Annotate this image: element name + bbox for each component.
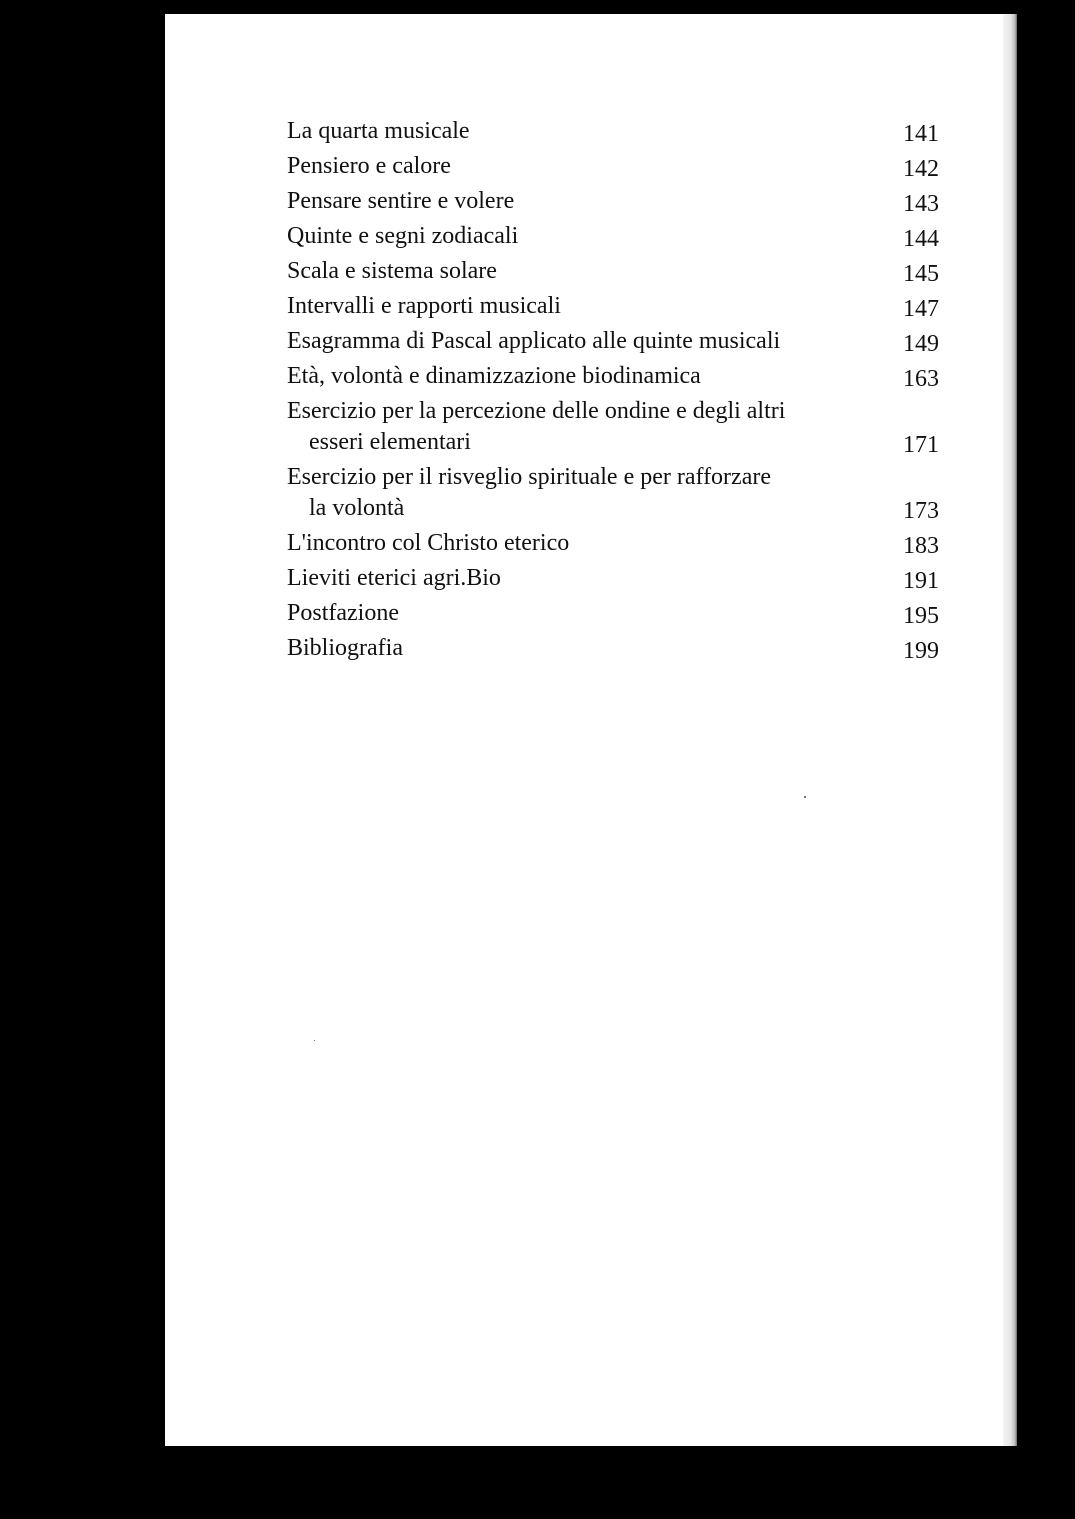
toc-entry	[287, 326, 939, 357]
toc-entry-page-number: 145	[903, 261, 939, 287]
toc-entry	[287, 186, 939, 217]
toc-entry-title	[287, 116, 887, 147]
toc-entry-page-number: 144	[903, 226, 939, 252]
toc-entry-page-number: 171	[903, 432, 939, 458]
toc-entry-title-text: Età, volontà e dinamizzazione biodinamica	[287, 363, 701, 389]
toc-entry-title	[287, 361, 887, 392]
toc-entry-title-text: Quinte e segni zodiacali	[287, 223, 519, 249]
toc-entry-title	[287, 221, 887, 252]
toc-entry-page-number: 191	[903, 568, 939, 594]
toc-entry-title	[287, 151, 887, 182]
toc-entry-title-text: Intervalli e rapporti musicali	[287, 293, 561, 319]
toc-entry-page-number: 199	[903, 638, 939, 664]
toc-entry	[287, 563, 939, 594]
toc-entry-title	[287, 528, 887, 559]
toc-entry	[287, 116, 939, 147]
toc-entry-title	[287, 256, 887, 287]
toc-entry-page-number: 147	[903, 296, 939, 322]
toc-entry-title	[287, 396, 887, 458]
toc-entry	[287, 633, 939, 664]
toc-entry-page-number: 143	[903, 191, 939, 217]
toc-entry-title-continuation: esseri elementari	[309, 429, 471, 455]
toc-entry-page-number: 142	[903, 156, 939, 182]
toc-entry-title	[287, 326, 887, 357]
toc-entry-title-text: Pensiero e calore	[287, 153, 451, 179]
toc-entry-title	[287, 291, 887, 322]
toc-entry-page-number: 149	[903, 331, 939, 357]
toc-entry	[287, 151, 939, 182]
toc-entry	[287, 221, 939, 252]
toc-entry	[287, 528, 939, 559]
toc-entry-title-text: L'incontro col Christo eterico	[287, 530, 570, 556]
table-of-contents	[287, 116, 939, 668]
toc-entry	[287, 598, 939, 629]
toc-entry-title-text: Lieviti eterici agri.Bio	[287, 565, 501, 591]
toc-entry-title	[287, 563, 887, 594]
toc-entry-page-number: 163	[903, 366, 939, 392]
toc-entry-title	[287, 462, 887, 524]
toc-entry-title	[287, 598, 887, 629]
toc-entry-title-text: Postfazione	[287, 600, 399, 626]
toc-entry	[287, 256, 939, 287]
toc-entry	[287, 361, 939, 392]
toc-entry-title-text: Scala e sistema solare	[287, 258, 497, 284]
toc-entry-title	[287, 186, 887, 217]
toc-entry-title-continuation: la volontà	[309, 495, 405, 521]
page-edge-shadow	[1003, 14, 1017, 1446]
toc-entry-title-text: La quarta musicale	[287, 118, 470, 144]
scan-speck	[804, 796, 806, 798]
toc-entry-title-text: Bibliografia	[287, 635, 403, 661]
toc-entry	[287, 291, 939, 322]
toc-entry-page-number: 173	[903, 498, 939, 524]
scan-speck	[314, 1040, 315, 1041]
toc-entry-title-text: Esercizio per il risveglio spirituale e per rafforzare	[287, 464, 771, 490]
toc-entry-title-text: Esagramma di Pascal applicato alle quinte musicali	[287, 328, 781, 354]
toc-entry	[287, 462, 939, 524]
toc-entry	[287, 396, 939, 458]
toc-entry-page-number: 195	[903, 603, 939, 629]
toc-entry-page-number: 183	[903, 533, 939, 559]
toc-entry-page-number: 141	[903, 121, 939, 147]
toc-entry-title	[287, 633, 887, 664]
toc-entry-title-text: Pensare sentire e volere	[287, 188, 515, 214]
toc-entry-title-text: Esercizio per la percezione delle ondine e degli altri	[287, 398, 786, 424]
